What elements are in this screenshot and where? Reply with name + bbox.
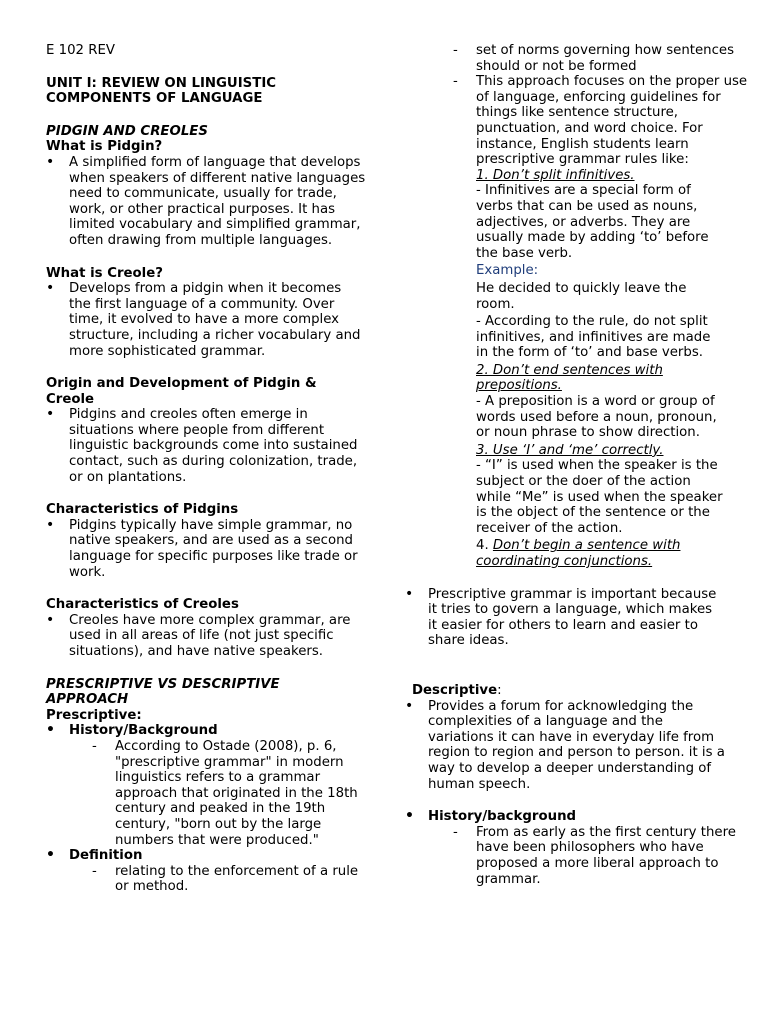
pidgin-question: What is Pidgin? xyxy=(46,139,163,155)
definition-label: • Definition xyxy=(46,848,366,864)
rule-3-title: 3. Use ‘I’ and ‘me’ correctly. xyxy=(476,442,664,458)
prescriptive-importance-text: • Prescriptive grammar is important because it tries to govern a language, which makes it easier for others to learn and easier to share ideas. xyxy=(405,587,725,649)
origin-text: • Pidgins and creoles often emerge in situations where people from different linguistic backgrounds come into sustained contact, such as during colonization, trade, or on plantations. xyxy=(46,407,366,485)
unit-title-line1: UNIT I: REVIEW ON LINGUISTIC xyxy=(46,75,277,91)
history-background-label: • History/Background xyxy=(46,723,366,739)
prescriptive-norms-text: - set of norms governing how sentences should or not be formed xyxy=(453,43,748,74)
rule-1-note: - According to the rule, do not split infinitives, and infinitives are made in the form of ‘to’ and base verbs. xyxy=(476,314,711,361)
section-title-pidgin-creoles: PIDGIN AND CREOLES xyxy=(46,123,208,139)
descriptive-text: • Provides a forum for acknowledging the complexities of a language and the variations it can have in everyday life from region to region and person to person. it is a way to develop a deeper understanding of human speech. xyxy=(405,699,725,793)
rule-1-title: 1. Don’t split infinitives. xyxy=(476,167,635,183)
characteristics-creoles-heading: Characteristics of Creoles xyxy=(46,597,239,613)
prescriptive-label: Prescriptive: xyxy=(46,707,142,723)
descriptive-colon: : xyxy=(497,682,502,698)
unit-title-line2: COMPONENTS OF LANGUAGE xyxy=(46,91,263,107)
descriptive-history-label: • History/background xyxy=(405,809,725,825)
rule-4-text: Don’t begin a sentence with coordinating conjunctions. xyxy=(476,538,681,569)
course-code: E 102 REV xyxy=(46,43,115,58)
rule-3-text: - “I” is used when the speaker is the subject or the doer of the action while “Me” is used when the speaker is the object of the sentence or the receiver of the action. xyxy=(476,458,723,536)
creole-answer: • Develops from a pidgin when it becomes the first language of a community. Over time, it evolved to have a more complex structure, including a richer vocabulary and more sophisticated grammar. xyxy=(46,281,366,359)
characteristics-pidgins-text: • Pidgins typically have simple grammar, no native speakers, and are used as a second language for specific purposes like trade or work. xyxy=(46,518,366,580)
definition-text: - relating to the enforcement of a rule or method. xyxy=(92,864,366,895)
origin-heading: Origin and Development of Pidgin & Creole xyxy=(46,376,317,407)
section-title-prescriptive-descriptive-line1: PRESCRIPTIVE VS DESCRIPTIVE xyxy=(46,676,280,692)
rule-2-text: - A preposition is a word or group of words used before a noun, pronoun, or noun phrase to show direction. xyxy=(476,394,717,441)
right-column xyxy=(405,43,748,887)
example-label: Example: xyxy=(476,263,539,279)
rule-4-number: 4. xyxy=(476,538,489,554)
pidgin-answer: • A simplified form of language that develops when speakers of different native languages need to communicate, usually for trade, work, or other practical purposes. It has limited vocabulary and simplified grammar, often drawing from multiple languages. xyxy=(46,155,366,249)
characteristics-pidgins-heading: Characteristics of Pidgins xyxy=(46,502,239,518)
rule-4-title xyxy=(476,538,726,569)
rule-1-text: - Infinitives are a special form of verbs that can be used as nouns, adjectives, or adverbs. They are usually made by adding ‘to’ before the base verb. xyxy=(476,183,709,261)
creole-question: What is Creole? xyxy=(46,265,163,281)
descriptive-history-text: - From as early as the first century there have been philosophers who have proposed a more liberal approach to grammar. xyxy=(453,825,748,887)
descriptive-label: Descriptive xyxy=(412,682,498,698)
characteristics-creoles-text: • Creoles have more complex grammar, are used in all areas of life (not just specific situations), and have native speakers. xyxy=(46,613,366,660)
rule-2-title: 2. Don’t end sentences with prepositions. xyxy=(476,362,663,394)
left-column xyxy=(46,43,366,895)
history-background-text: - According to Ostade (2008), p. 6, "prescriptive grammar" in modern linguistics refers to a grammar approach that originated in the 18th century and peaked in the 19th century, "born out by the large numbers that were produced." xyxy=(92,739,366,848)
example-text: He decided to quickly leave the room. xyxy=(476,280,687,312)
section-title-prescriptive-descriptive-line2: APPROACH xyxy=(46,692,129,708)
descriptive-heading xyxy=(412,683,725,699)
prescriptive-approach-text: - This approach focuses on the proper use of language, enforcing guidelines for things like sentence structure, punctuation, and word choice. For instance, English students learn prescriptive grammar rules like: xyxy=(453,74,748,168)
